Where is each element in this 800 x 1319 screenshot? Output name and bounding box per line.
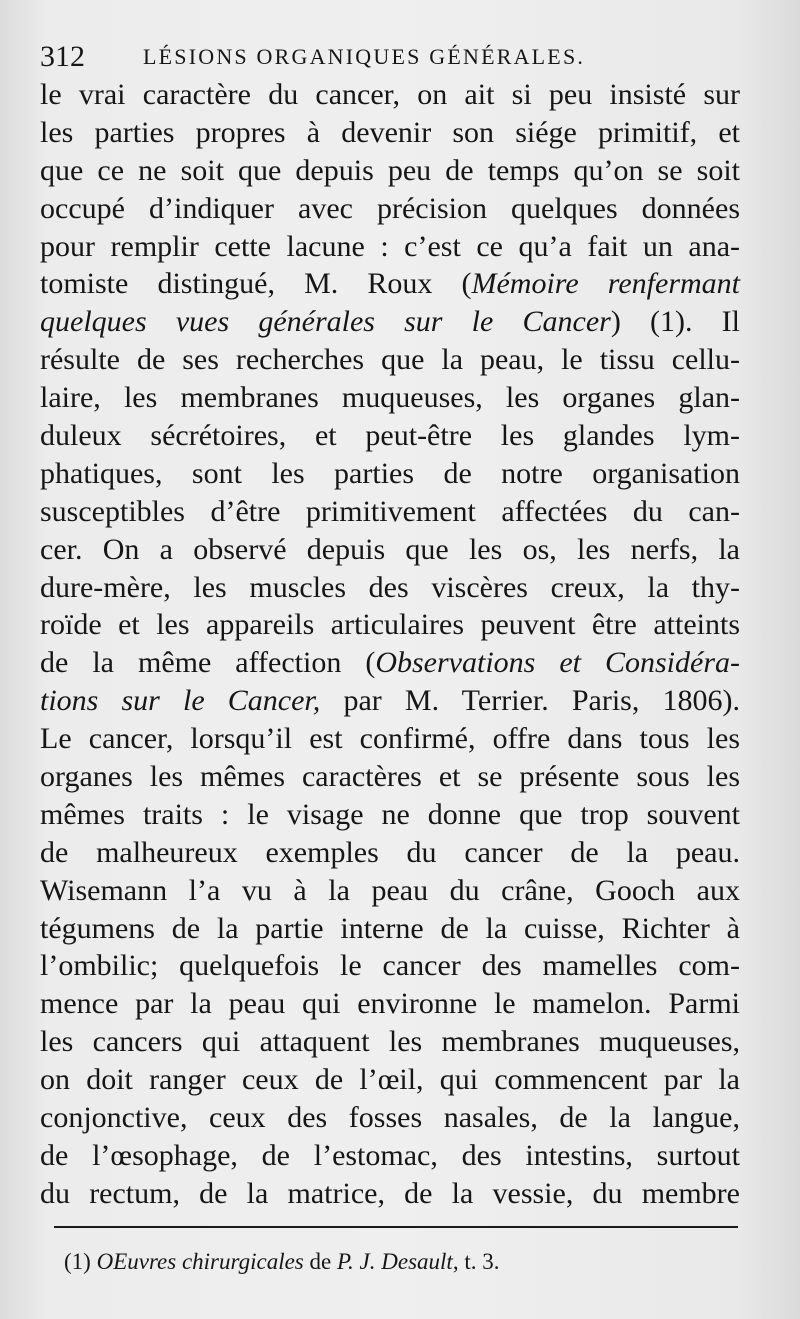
text-line bbox=[40, 493, 740, 531]
text-segment: tégumens de la partie interne de la cuisse, Richter à bbox=[40, 911, 740, 945]
footnote bbox=[64, 1246, 744, 1278]
text-line bbox=[40, 341, 740, 379]
text-segment: Le cancer, lorsqu’il est confirmé, offre dans tous les bbox=[40, 722, 740, 756]
text-line bbox=[40, 417, 740, 455]
text-line bbox=[40, 1099, 740, 1137]
text-segment: de la même affection ( bbox=[40, 646, 376, 680]
text-segment: conjonctive, ceux des fosses nasales, de la langue, bbox=[40, 1101, 740, 1135]
text-segment: organes les mêmes caractères et se présente sous les bbox=[40, 760, 740, 794]
text-line bbox=[40, 228, 740, 266]
text-segment: roïde et les appareils articulaires peuvent être atteints bbox=[40, 608, 740, 642]
text-line bbox=[40, 985, 740, 1023]
footnote-tail: , t. 3. bbox=[452, 1249, 500, 1274]
text-line bbox=[40, 531, 740, 569]
text-line bbox=[40, 1023, 740, 1061]
text-line bbox=[40, 1175, 740, 1213]
text-line bbox=[40, 682, 740, 720]
text-line bbox=[40, 1061, 740, 1099]
italic-text: Observations et Considéra- bbox=[375, 646, 740, 680]
running-head: LÉSIONS ORGANIQUES GÉNÉRALES. bbox=[143, 44, 586, 69]
footnote-middle: de bbox=[303, 1249, 337, 1274]
italic-text: quelques vues générales sur le Cancer bbox=[40, 305, 611, 339]
text-segment: mence par la peau qui environne le mamelon. Parmi bbox=[40, 987, 740, 1021]
text-segment: duleux sécrétoires, et peut-être les glandes lym- bbox=[40, 419, 740, 453]
body-text bbox=[40, 76, 740, 1213]
text-line bbox=[40, 190, 740, 228]
text-line bbox=[40, 455, 740, 493]
footnote-rule bbox=[54, 1226, 738, 1228]
text-segment: on doit ranger ceux de l’œil, qui commencent par la bbox=[40, 1063, 740, 1097]
text-segment: occupé d’indiquer avec précision quelques données bbox=[40, 191, 740, 225]
text-segment: du rectum, de la matrice, de la vessie, du membre bbox=[40, 1176, 740, 1210]
text-line bbox=[40, 265, 740, 303]
text-segment: les cancers qui attaquent les membranes muqueuses, bbox=[40, 1025, 740, 1059]
text-line bbox=[40, 644, 740, 682]
text-line bbox=[40, 606, 740, 644]
italic-text: tions sur le Cancer, bbox=[40, 684, 321, 718]
text-segment: de malheureux exemples du cancer de la peau. bbox=[40, 835, 740, 869]
footnote-author: P. J. Desault bbox=[336, 1249, 453, 1274]
text-line bbox=[40, 910, 740, 948]
page-number: 312 bbox=[40, 40, 85, 73]
text-line bbox=[40, 379, 740, 417]
text-line bbox=[40, 796, 740, 834]
text-line bbox=[40, 758, 740, 796]
text-segment: pour remplir cette lacune : c’est ce qu’a fait un ana- bbox=[40, 229, 740, 263]
text-line bbox=[40, 303, 740, 341]
text-segment: tomiste distingué, M. Roux ( bbox=[40, 267, 472, 301]
text-segment: cer. On a observé depuis que les os, les nerfs, la bbox=[40, 532, 740, 566]
footnote-title: OEuvres chirurgicales bbox=[96, 1249, 304, 1274]
text-segment: résulte de ses recherches que la peau, le tissu cellu- bbox=[40, 343, 740, 377]
text-segment: le vrai caractère du cancer, on ait si peu insisté sur bbox=[40, 78, 740, 111]
text-segment: ) (1). Il bbox=[610, 305, 740, 339]
footnote-marker: (1) bbox=[64, 1249, 97, 1274]
text-segment: de l’œsophage, de l’estomac, des intestins, surtout bbox=[40, 1138, 740, 1172]
text-segment: l’ombilic; quelquefois le cancer des mamelles com- bbox=[40, 949, 740, 983]
text-segment: phatiques, sont les parties de notre organisation bbox=[40, 456, 740, 490]
text-line bbox=[40, 76, 740, 114]
italic-text: Mémoire renfermant bbox=[471, 267, 741, 301]
text-line bbox=[40, 720, 740, 758]
page-header bbox=[40, 40, 760, 76]
text-line bbox=[40, 569, 740, 607]
text-segment: mêmes traits : le visage ne donne que trop souvent bbox=[40, 797, 740, 831]
text-segment: laire, les membranes muqueuses, les organes glan- bbox=[40, 381, 740, 415]
text-segment: dure-mère, les muscles des viscères creux, la thy- bbox=[40, 570, 740, 604]
text-line bbox=[40, 872, 740, 910]
text-line bbox=[40, 152, 740, 190]
text-segment: susceptibles d’être primitivement affectées du can- bbox=[40, 494, 740, 528]
text-segment: Wisemann l’a vu à la peau du crâne, Gooch aux bbox=[40, 873, 740, 907]
text-segment: les parties propres à devenir son siége primitif, et bbox=[40, 115, 740, 149]
text-line bbox=[40, 1137, 740, 1175]
text-line bbox=[40, 114, 740, 152]
text-line bbox=[40, 834, 740, 872]
text-segment: par M. Terrier. Paris, 1806). bbox=[320, 684, 740, 718]
text-segment: que ce ne soit que depuis peu de temps qu’on se soit bbox=[40, 153, 740, 187]
text-line bbox=[40, 947, 740, 985]
